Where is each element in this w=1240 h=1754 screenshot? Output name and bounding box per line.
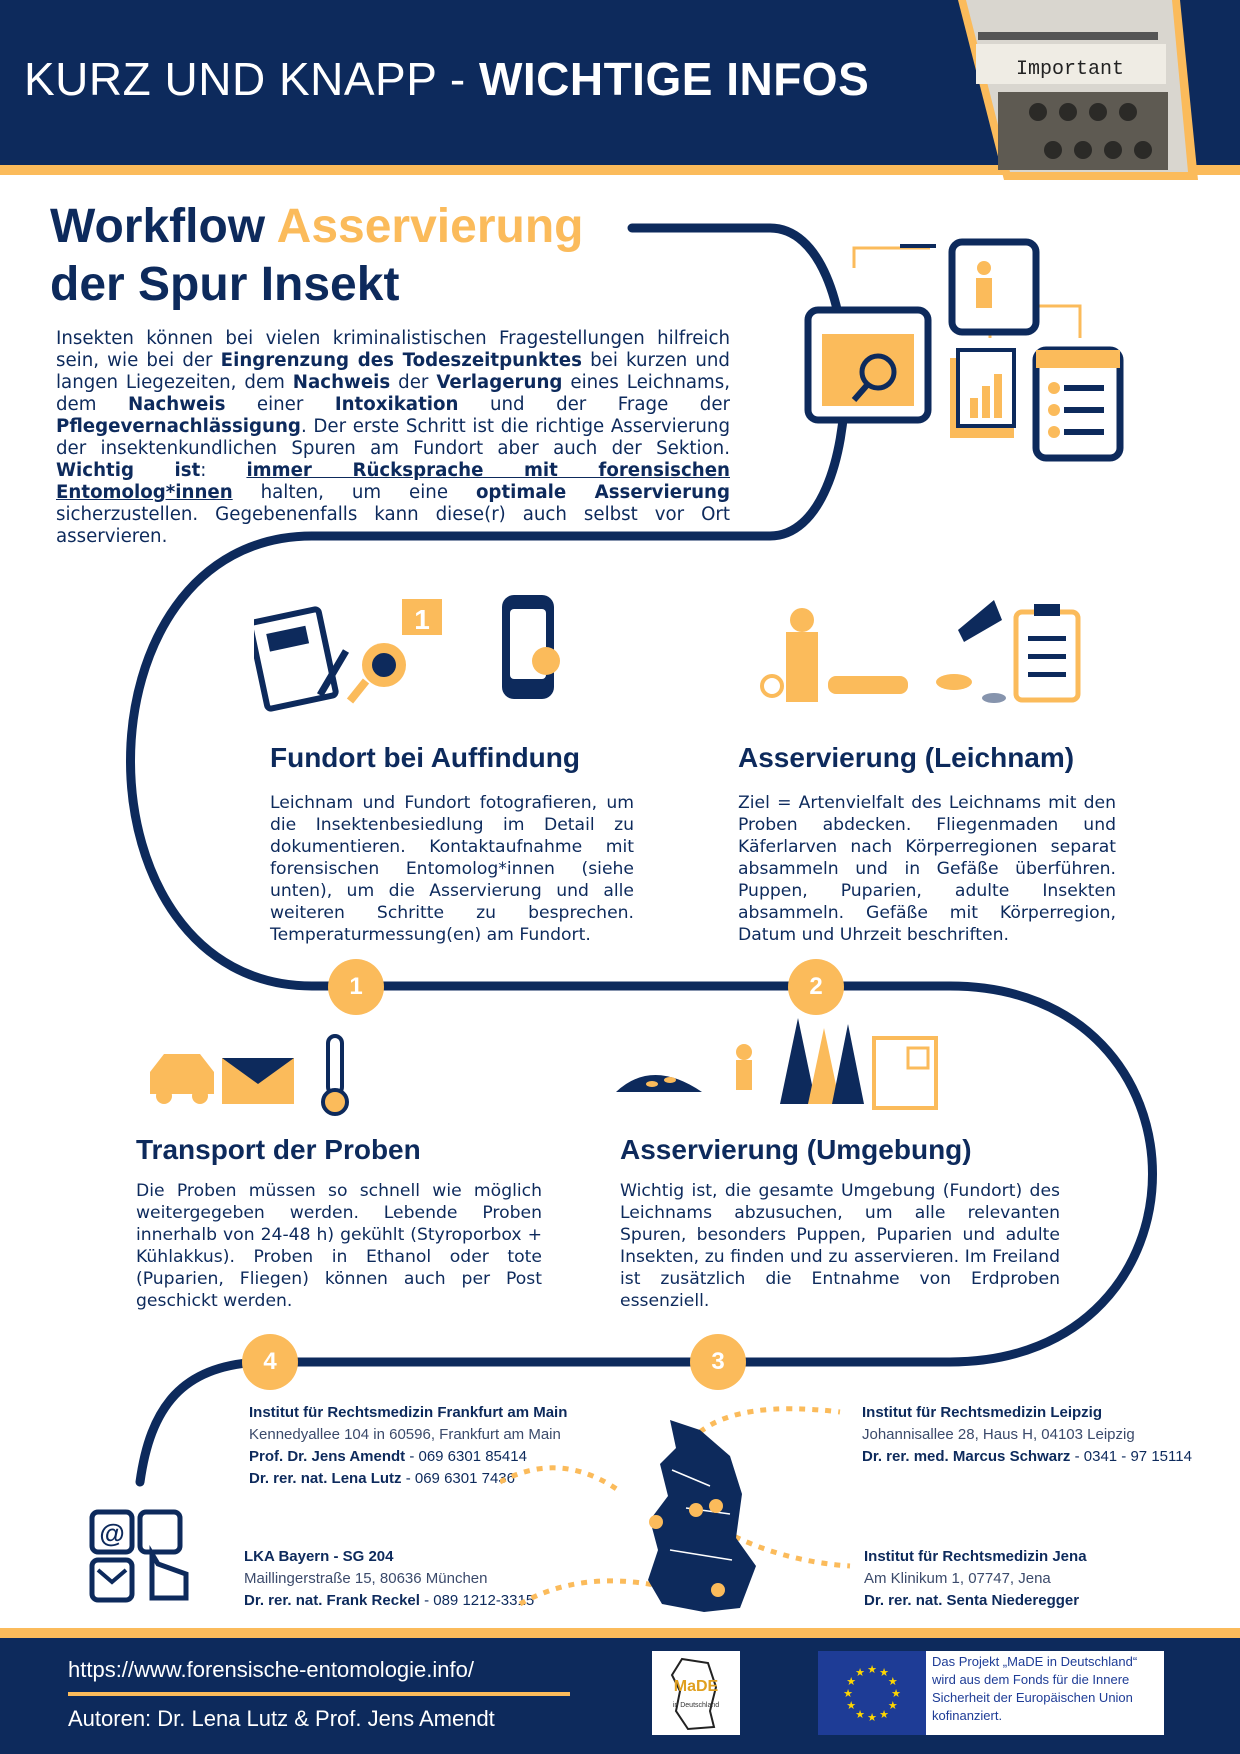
workflow-title: Workflow Asservierung der Spur Insekt: [50, 200, 584, 311]
step2-number-badge: 2: [788, 959, 844, 1015]
svg-text:MaDE: MaDE: [673, 1678, 719, 1695]
step3-number-badge: 3: [690, 1334, 746, 1390]
eu-star: ★: [843, 1688, 853, 1700]
contact-lka-bayern: [244, 1546, 534, 1612]
step4-text: Die Proben müssen so schnell wie möglich weitergegeben werden. Lebende Proben innerhalb von 24-48 h) gekühlt (Styroporbox + Kühlakkus). Proben in Ethanol oder tote (Puparien, Fliegen) können auch per Post geschickt werden.: [136, 1181, 542, 1311]
website-link[interactable]: https://www.forensische-entomologie.info/: [68, 1657, 474, 1682]
step2-title: Asservierung (Leichnam): [738, 742, 1075, 773]
contact-icon: [88, 1508, 192, 1608]
step3-icons: [612, 1008, 942, 1118]
step1-title: Fundort bei Auffindung: [270, 742, 580, 773]
eu-star: ★: [887, 1676, 898, 1688]
eu-star: ★: [846, 1676, 857, 1688]
workflow-illustration: [800, 238, 1130, 488]
step4-number-badge: 4: [242, 1334, 298, 1390]
step4-title: Transport der Proben: [136, 1134, 421, 1165]
contact-person: Dr. rer. med. Marcus Schwarz - 0341 - 97 15114: [862, 1448, 1192, 1465]
authors-text: Autoren: Dr. Lena Lutz & Prof. Jens Amendt: [68, 1706, 495, 1731]
eu-star: ★: [855, 1667, 865, 1680]
germany-map: [500, 1390, 860, 1620]
page-title: KURZ UND KNAPP - WICHTIGE INFOS: [24, 53, 870, 105]
contact-person: Dr. rer. nat. Lena Lutz - 069 6301 7436: [249, 1470, 515, 1487]
contact-institution: Institut für Rechtsmedizin Leipzig: [862, 1404, 1103, 1421]
footer-stripe: [0, 1628, 1240, 1638]
contact-institution: Institut für Rechtsmedizin Frankfurt am Main: [249, 1404, 568, 1421]
eu-star: ★: [879, 1708, 889, 1721]
svg-text:1: 1: [414, 604, 430, 635]
step2-icons: [758, 590, 1088, 720]
contact-address: Kennedyallee 104 in 60596, Frankfurt am Main: [249, 1426, 561, 1443]
contact-jena: [864, 1546, 1087, 1612]
eu-star: ★: [867, 1712, 877, 1724]
intro-paragraph: Insekten können bei vielen kriminalistischen Fragestellungen hilfreich sein, wie bei der Eingrenzung des Todeszeitpunktes bei kurzen und langen Liegezeiten, dem Nachweis der Verlagerung eines Leichnams, dem Nachweis einer Intoxikation und der Frage der Pflegevernachlässigung. Der erste Schritt ist die richtige Asservierung der insektenkundlichen Spuren am Fundort aber auch der Sektion. Wichtig ist: immer Rücksprache mit forensischen Entomolog*innen halten, um eine optimale Asservierung sicherzustellen. Gegebenenfalls kann diese(r) auch selbst vor Ort asservieren.: [56, 328, 730, 547]
svg-text:in Deutschland: in Deutschland: [672, 1702, 720, 1709]
contact-address: Maillingerstraße 15, 80636 München: [244, 1570, 488, 1587]
eu-star: ★: [846, 1700, 857, 1712]
contact-person: Dr. rer. nat. Frank Reckel - 089 1212-3315: [244, 1592, 535, 1609]
step4-icons: [144, 1032, 364, 1116]
step3-text: Wichtig ist, die gesamte Umgebung (Fundort) des Leichnams abzusuchen, um alle relevanten Spuren, besonders Puppen, Puparien und adulte Insekten, zu finden und zu asservieren. Im Freiland ist zusätzlich die Entnahme von Erdproben essenziell.: [620, 1181, 1060, 1311]
eu-star: ★: [867, 1664, 877, 1676]
contact-institution: LKA Bayern - SG 204: [244, 1548, 394, 1565]
eu-flag: [818, 1651, 926, 1735]
contact-person: Dr. rer. nat. Senta Niederegger: [864, 1592, 1080, 1609]
step2-text: Ziel = Artenvielfalt des Leichnams mit den Proben abdecken. Fliegenmaden und Käferlarven nach Körperregionen separat absammeln und in Gefäße überführen. Puppen, Puparien, adulte Insekten absammeln. Gefäße mit Körperregion, Datum und Uhrzeit beschriften.: [738, 793, 1116, 945]
step1-number-badge: 1: [328, 959, 384, 1015]
footer-divider: [68, 1692, 570, 1696]
eu-star: ★: [891, 1688, 901, 1700]
svg-text:@: @: [99, 1518, 125, 1548]
step3-title: Asservierung (Umgebung): [620, 1134, 972, 1165]
svg-text:Important: Important: [1015, 58, 1125, 81]
made-logo: [652, 1651, 740, 1735]
contact-person: Prof. Dr. Jens Amendt - 069 6301 85414: [249, 1448, 527, 1465]
eu-star: ★: [879, 1667, 889, 1680]
contact-institution: Institut für Rechtsmedizin Jena: [864, 1548, 1087, 1565]
step1-text: Leichnam und Fundort fotografieren, um die Insektenbesiedlung im Detail zu dokumentieren. Kontaktaufnahme mit forensischen Entomolog*innen (siehe unten), um die Asservierung und alle weiteren Schritte zu besprechen. Temperaturmessung(en) am Fundort.: [270, 793, 634, 945]
eu-star: ★: [855, 1708, 865, 1721]
contact-address: Am Klinikum 1, 07747, Jena: [864, 1570, 1051, 1587]
eu-funding-text: Das Projekt „MaDE in Deutschland“ wird aus dem Fonds für die Innere Sicherheit der Europäischen Union kofinanziert.: [932, 1654, 1138, 1723]
contact-address: Johannisallee 28, Haus H, 04103 Leipzig: [862, 1426, 1135, 1443]
step1-icons: [254, 585, 574, 715]
contact-leipzig: [862, 1402, 1192, 1468]
eu-star: ★: [887, 1700, 898, 1712]
